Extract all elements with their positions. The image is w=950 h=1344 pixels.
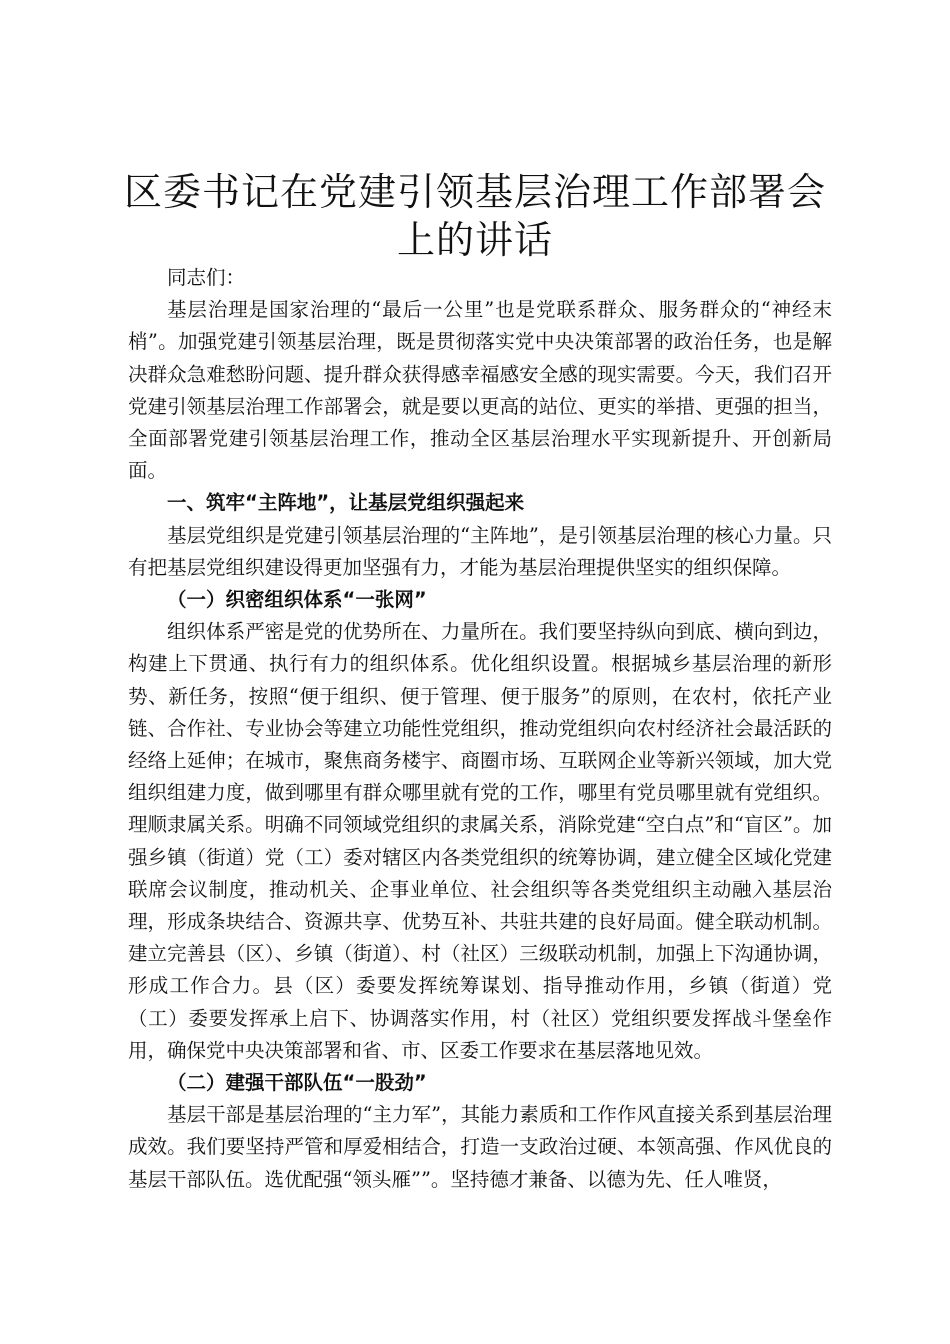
document-title: 区委书记在党建引领基层治理工作部署会上的讲话 xyxy=(123,170,826,262)
subsection-paragraph-1: 组织体系严密是党的优势所在、力量所在。我们要坚持纵向到底、横向到边，构建上下贯通、执行有力的组织体系。优化组织设置。根据城乡基层治理的新形势、新任务，按照“便于组织、便于管理、便于服务”的原则，在农村，依托产业链、合作社、专业协会等建立功能性党组织，推动党组织向农村经济社会最活跃的经络上延伸；在城市，聚焦商务楼宇、商圈市场、互联网企业等新兴领域，加大党组织组建力度，做到哪里有群众哪里就有党的工作，哪里有党员哪里就有党组织。理顺隶属关系。明确不同领域党组织的隶属关系，消除党建“空白点”和“盲区”。加强乡镇（街道）党（工）委对辖区内各类党组织的统筹协调，建立健全区域化党建联席会议制度，推动机关、企事业单位、社会组织等各类党组织主动融入基层治理，形成条块结合、资源共享、优势互补、共驻共建的良好局面。健全联动机制。建立完善县（区）、乡镇（街道）、村（社区）三级联动机制，加强上下沟通协调，形成工作合力。县（区）委要发挥统筹谋划、指导推动作用，乡镇（街道）党（工）委要发挥承上启下、协调落实作用，村（社区）党组织要发挥战斗堡垒作用，确保党中央决策部署和省、市、区委工作要求在基层落地见效。 xyxy=(128,620,832,1062)
document-body xyxy=(128,262,832,1196)
intro-paragraph: 基层治理是国家治理的“最后一公里”也是党联系群众、服务群众的“神经末梢”。加强党建引领基层治理，既是贯彻落实党中央决策部署的政治任务，也是解决群众急难愁盼问题、提升群众获得感幸福感安全感的现实需要。今天，我们召开党建引领基层治理工作部署会，就是要以更高的站位、更实的举措、更强的担当，全面部署党建引领基层治理工作，推动全区基层治理水平实现新提升、开创新局面。 xyxy=(128,298,832,483)
subsection-heading-1: （一）织密组织体系“一张网” xyxy=(167,588,427,612)
section-heading-1: 一、筑牢“主阵地”，让基层党组织强起来 xyxy=(167,491,525,515)
salutation: 同志们： xyxy=(167,266,246,289)
section-paragraph-1: 基层党组织是党建引领基层治理的“主阵地”，是引领基层治理的核心力量。只有把基层党组织建设得更加坚强有力，才能为基层治理提供坚实的组织保障。 xyxy=(128,523,832,579)
subsection-heading-2: （二）建强干部队伍“一股劲” xyxy=(167,1071,427,1095)
subsection-paragraph-2: 基层干部是基层治理的“主力军”，其能力素质和工作作风直接关系到基层治理成效。我们要坚持严管和厚爱相结合，打造一支政治过硬、本领高强、作风优良的基层干部队伍。选优配强“领头雁””。坚持德才兼备、以德为先、任人唯贤， xyxy=(128,1103,832,1191)
